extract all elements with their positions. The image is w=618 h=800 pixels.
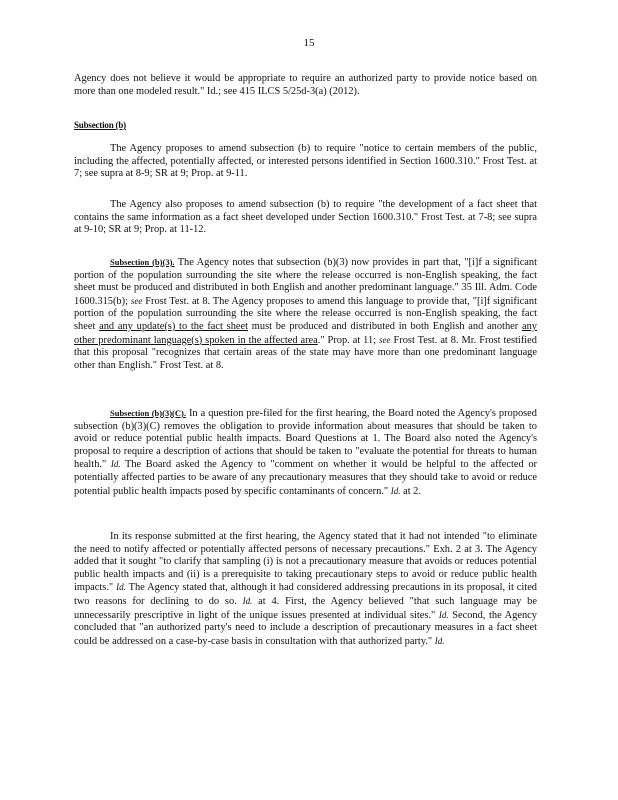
citation-id: Id. [242,595,253,606]
paragraph-text: In its response submitted at the first hearing, the Agency stated that it had not intended "to eliminate the need to notify affected or potentially affected persons of necessary precautions." Exh. 2 at 3. The Agency added that it sought "to clarify that sampling (i) is not a precautionary measure that avoids or reduces potential public health impacts and (ii) is a prerequisite to taking precautionary steps to avoid or reduce public health impacts." [74,531,537,594]
paragraph-text: The Agency stated that, although it had considered addressing precautions in its proposal, it cited two reasons for declining to do so. [74,582,538,607]
paragraph-notice-amendment: The Agency proposes to amend subsection (b) to require "notice to certain members of the public, including the affected, potentially affected, or interested persons identified in Section 1600.310." Frost Test. at 7; see supra at 8-9; SR at 9; Prop. at 9-11. [74,143,537,180]
paragraph-text: Frost Test. at 8. Mr. Frost testified that this proposal "recognizes that certain areas of the state may have more than one predominant language other than English." Frost Test. at 8. [74,334,537,371]
page-number: 15 [303,37,315,49]
paragraph-text: at 4. First, the Agency believed "that such language may be unnecessarily prescriptive in light of the unique issues presented at individual sites." [74,595,537,621]
citation-id: Id. [390,485,401,496]
paragraph-text: at 2. [400,485,421,497]
paragraph-text: Frost Test. at 8. The Agency proposes to amend this language to provide that, "[i]f significant portion of the population surrounding the site where the release occurred is non-English speaking, the fact sheet [74,295,537,332]
underlined-insertion: any other predominant language(s) spoken in the affected area [74,320,537,346]
paragraph-agency-response [74,531,537,648]
paragraph-text: In a question pre-filed for the first hearing, the Board noted the Agency's proposed subsection (b)(3)(C) removes the obligation to provide information about measures that should be taken to avoid or reduce potential public health impacts. Board Questions at 1. The Board also noted the Agency's proposal to require a description of actions that should be taken to "evaluate the potential for threats to human health." [74,408,537,471]
paragraph-text: must be produced and distributed in both English and another [248,320,522,332]
citation-signal: see [379,334,391,345]
paragraph-text: Second, the Agency concluded that "an authorized party's need to include a description of precautionary measures in a fact sheet could be addressed on a case-by-case basis in consultation with that authorized party." [74,609,537,647]
subsection-label: Subsection (b)(3). [110,257,175,267]
paragraph-continuation: Agency does not believe it would be appropriate to require an authorized party to provide notice based on more than one modeled result." Id.; see 415 ILCS 5/25d-3(a) (2012). [74,73,537,97]
paragraph-text: The Board asked the Agency to "comment on whether it would be helpful to the affected or potentially affected parties to be aware of any precautionary measures that they should take to avoid or reduce potential public health impacts posed by specific contaminants of concern." [74,459,537,497]
paragraph-subsection-b3c [74,407,537,498]
citation-id: Id. [116,582,126,593]
subsection-label: Subsection (b)(3)(C). [110,408,186,418]
underlined-insertion: and any update(s) to the fact sheet [99,320,249,332]
paragraph-subsection-b3 [74,256,537,372]
paragraph-text: The Agency notes that subsection (b)(3) now provides in part that, "[i]f a significant portion of the population surrounding the site where the release occurred is non-English speaking, the fact sheet must be produced and distributed in both English and another predominant language." 35 Ill. Adm. Code 1600.315(b); [74,257,537,307]
paragraph-text: ." Prop. at 11; [317,334,380,346]
citation-id: Id. [110,459,121,470]
citation-id: Id. [434,635,445,646]
citation-id: Id. [438,609,449,620]
section-heading: Subsection (b) [74,120,126,130]
citation-signal: see [130,295,143,306]
paragraph-fact-sheet-amendment: The Agency also proposes to amend subsection (b) to require "the development of a fact sheet that contains the same information as a fact sheet developed under Section 1600.310." Frost Test. at 7-8; see supra at 9-10; SR at 9; Prop. at 11-12. [74,199,537,236]
